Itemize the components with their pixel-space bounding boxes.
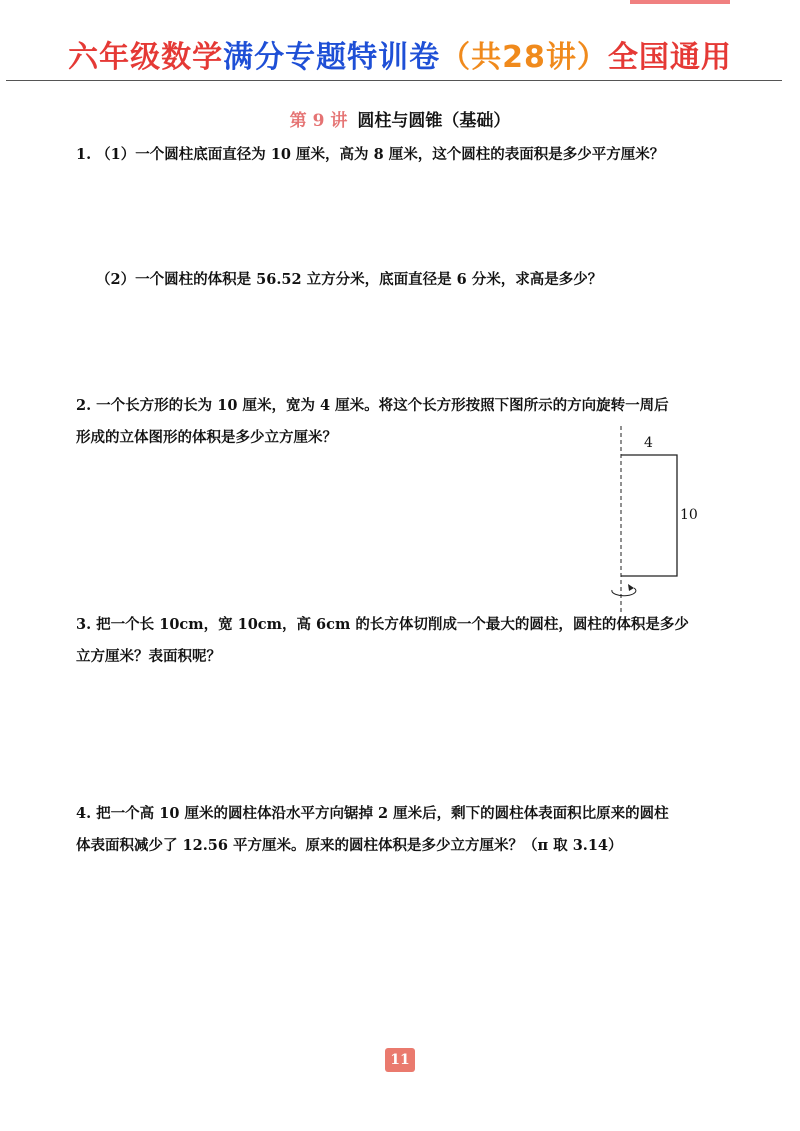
banner-part-count: （共28讲） (440, 40, 608, 75)
question-3-line-2: 立方厘米？表面积呢？ (76, 648, 221, 665)
question-2-line-1: 2. 一个长方形的长为 10 厘米，宽为 4 厘米。将这个长方形按照下图所示的方向旋转一周后 (76, 397, 669, 414)
question-4-line-1: 4. 把一个高 10 厘米的圆柱体沿水平方向锯掉 2 厘米后，剩下的圆柱体表面积比原来的圆柱 (76, 805, 669, 822)
top-accent-bar (630, 0, 730, 4)
banner-title (0, 32, 800, 76)
header-divider (6, 80, 782, 81)
width-label: 4 (644, 435, 653, 451)
page-number-badge: 11 (385, 1048, 415, 1072)
banner-part-grade: 六年级数学 (68, 40, 224, 75)
lecture-topic: 圆柱与圆锥（基础） (357, 111, 511, 131)
rotation-arrow-icon (612, 588, 636, 596)
question-1-part-2: （2）一个圆柱的体积是 56.52 立方分米，底面直径是 6 分米，求高是多少？ (96, 271, 603, 288)
banner-part-series: 满分专题特训卷 (223, 40, 441, 75)
question-1-part-1: 1. （1）一个圆柱底面直径为 10 厘米，高为 8 厘米，这个圆柱的表面积是多少平方厘米？ (76, 146, 665, 163)
rectangle-outline (621, 455, 677, 576)
question-4-line-2: 体表面积减少了 12.56 平方厘米。原来的圆柱体积是多少立方厘米？（π 取 3.14） (76, 837, 623, 854)
question-2-line-2: 形成的立体图形的体积是多少立方厘米？ (76, 429, 337, 446)
lecture-number: 第 9 讲 (289, 111, 348, 131)
lecture-heading (0, 106, 800, 131)
rotation-arrowhead-icon (628, 584, 634, 591)
question-3-line-1: 3. 把一个长 10cm，宽 10cm，高 6cm 的长方体切削成一个最大的圆柱，圆柱的体积是多少 (76, 616, 689, 633)
length-label: 10 (680, 507, 698, 523)
banner-part-scope: 全国通用 (607, 40, 732, 75)
